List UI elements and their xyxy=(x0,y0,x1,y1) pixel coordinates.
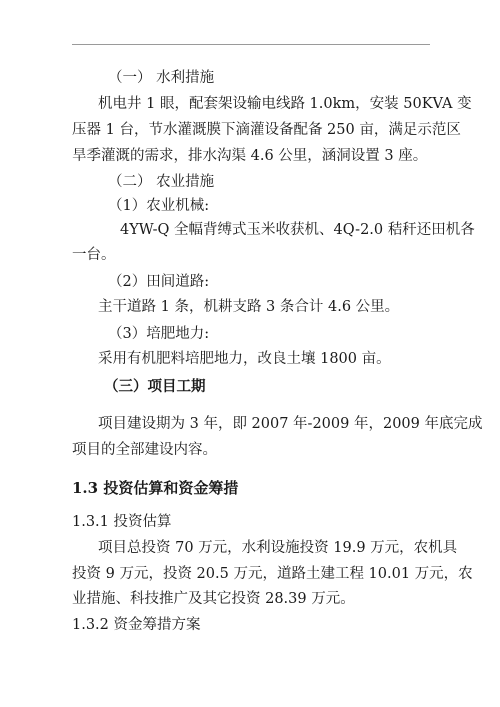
header-rule xyxy=(72,44,430,45)
paragraph-line: 压器 1 台，节水灌溉膜下滴灌设备配备 250 亩，满足示范区 xyxy=(72,122,461,138)
item-heading-agri-machinery: （1）农业机械: xyxy=(108,198,210,214)
section-heading-investment: 1.3 投资估算和资金筹措 xyxy=(72,479,239,497)
paragraph-line: 项目的全部建设内容。 xyxy=(72,442,217,458)
subheading-water-measures: （一） 水利措施 xyxy=(108,70,215,86)
subsection-heading-funding: 1.3.2 资金筹措方案 xyxy=(72,617,201,633)
paragraph-line: 业措施、科技推广及其它投资 28.39 万元。 xyxy=(72,591,355,607)
paragraph-line: 主干道路 1 条，机耕支路 3 条合计 4.6 公里。 xyxy=(98,299,400,315)
paragraph-line: 项目建设期为 3 年，即 2007 年-2009 年，2009 年底完成 xyxy=(98,416,483,432)
paragraph-line: 项目总投资 70 万元，水利设施投资 19.9 万元，农机具 xyxy=(98,540,458,556)
paragraph-line: 机电井 1 眼，配套架设输电线路 1.0km，安装 50KVA 变 xyxy=(98,96,472,112)
subheading-project-schedule: （三）项目工期 xyxy=(104,378,206,395)
subsection-heading-estimate: 1.3.1 投资估算 xyxy=(72,514,172,530)
paragraph-line: 投资 9 万元，投资 20.5 万元，道路土建工程 10.01 万元，农 xyxy=(72,566,473,582)
subheading-agri-measures: （二） 农业措施 xyxy=(108,174,215,190)
paragraph-line: 采用有机肥料培肥地力，改良土壤 1800 亩。 xyxy=(98,351,391,367)
item-heading-field-roads: （2）田间道路: xyxy=(108,274,210,290)
paragraph-line: 4YW-Q 全幅背缚式玉米收获机、4Q-2.0 秸秆还田机各 xyxy=(120,222,475,238)
paragraph-line: 旱季灌溉的需求，排水沟渠 4.6 公里，涵洞设置 3 座。 xyxy=(72,148,428,164)
paragraph-line: 一台。 xyxy=(72,247,116,263)
item-heading-soil-fertility: （3）培肥地力: xyxy=(108,326,210,342)
